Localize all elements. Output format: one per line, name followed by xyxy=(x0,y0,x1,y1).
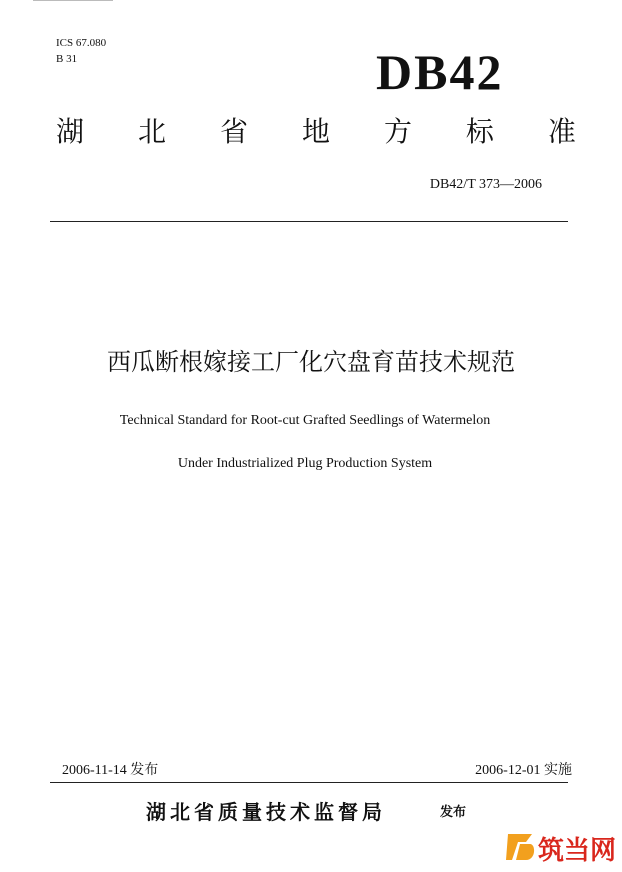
watermark-logo-icon xyxy=(506,826,618,868)
title-char: 省 xyxy=(219,115,248,148)
title-char: 湖 xyxy=(56,115,85,148)
title-char: 方 xyxy=(383,115,412,148)
publish-label: 发布 xyxy=(440,805,467,820)
issue-date: 2006-11-14 发布 xyxy=(62,763,159,778)
title-char: 准 xyxy=(547,115,576,148)
implement-date: 2006-12-01 实施 xyxy=(475,763,572,778)
standard-number: DB42/T 373—2006 xyxy=(429,177,542,192)
chinese-title: 西瓜断根嫁接工厂化穴盘育苗技术规范 xyxy=(107,348,515,376)
ics-code: ICS 67.080 xyxy=(56,37,107,49)
provincial-standard-title xyxy=(56,114,576,150)
category-code: B 31 xyxy=(56,53,78,65)
zhudang-watermark-logo xyxy=(506,826,618,868)
english-title-line-1: Technical Standard for Root-cut Grafted Seedlings of Watermelon xyxy=(119,413,491,428)
watermark-text: 筑当网 xyxy=(538,836,617,866)
title-char: 北 xyxy=(137,115,166,148)
title-char: 标 xyxy=(465,115,494,148)
db-code-logo: DB42 xyxy=(376,44,504,100)
title-char: 地 xyxy=(301,115,330,148)
publisher: 湖北省质量技术监督局 xyxy=(146,800,386,824)
header-divider xyxy=(50,221,568,222)
english-title-line-2: Under Industrialized Plug Production System xyxy=(177,456,433,471)
footer-divider xyxy=(50,782,568,783)
top-rule xyxy=(33,0,113,1)
